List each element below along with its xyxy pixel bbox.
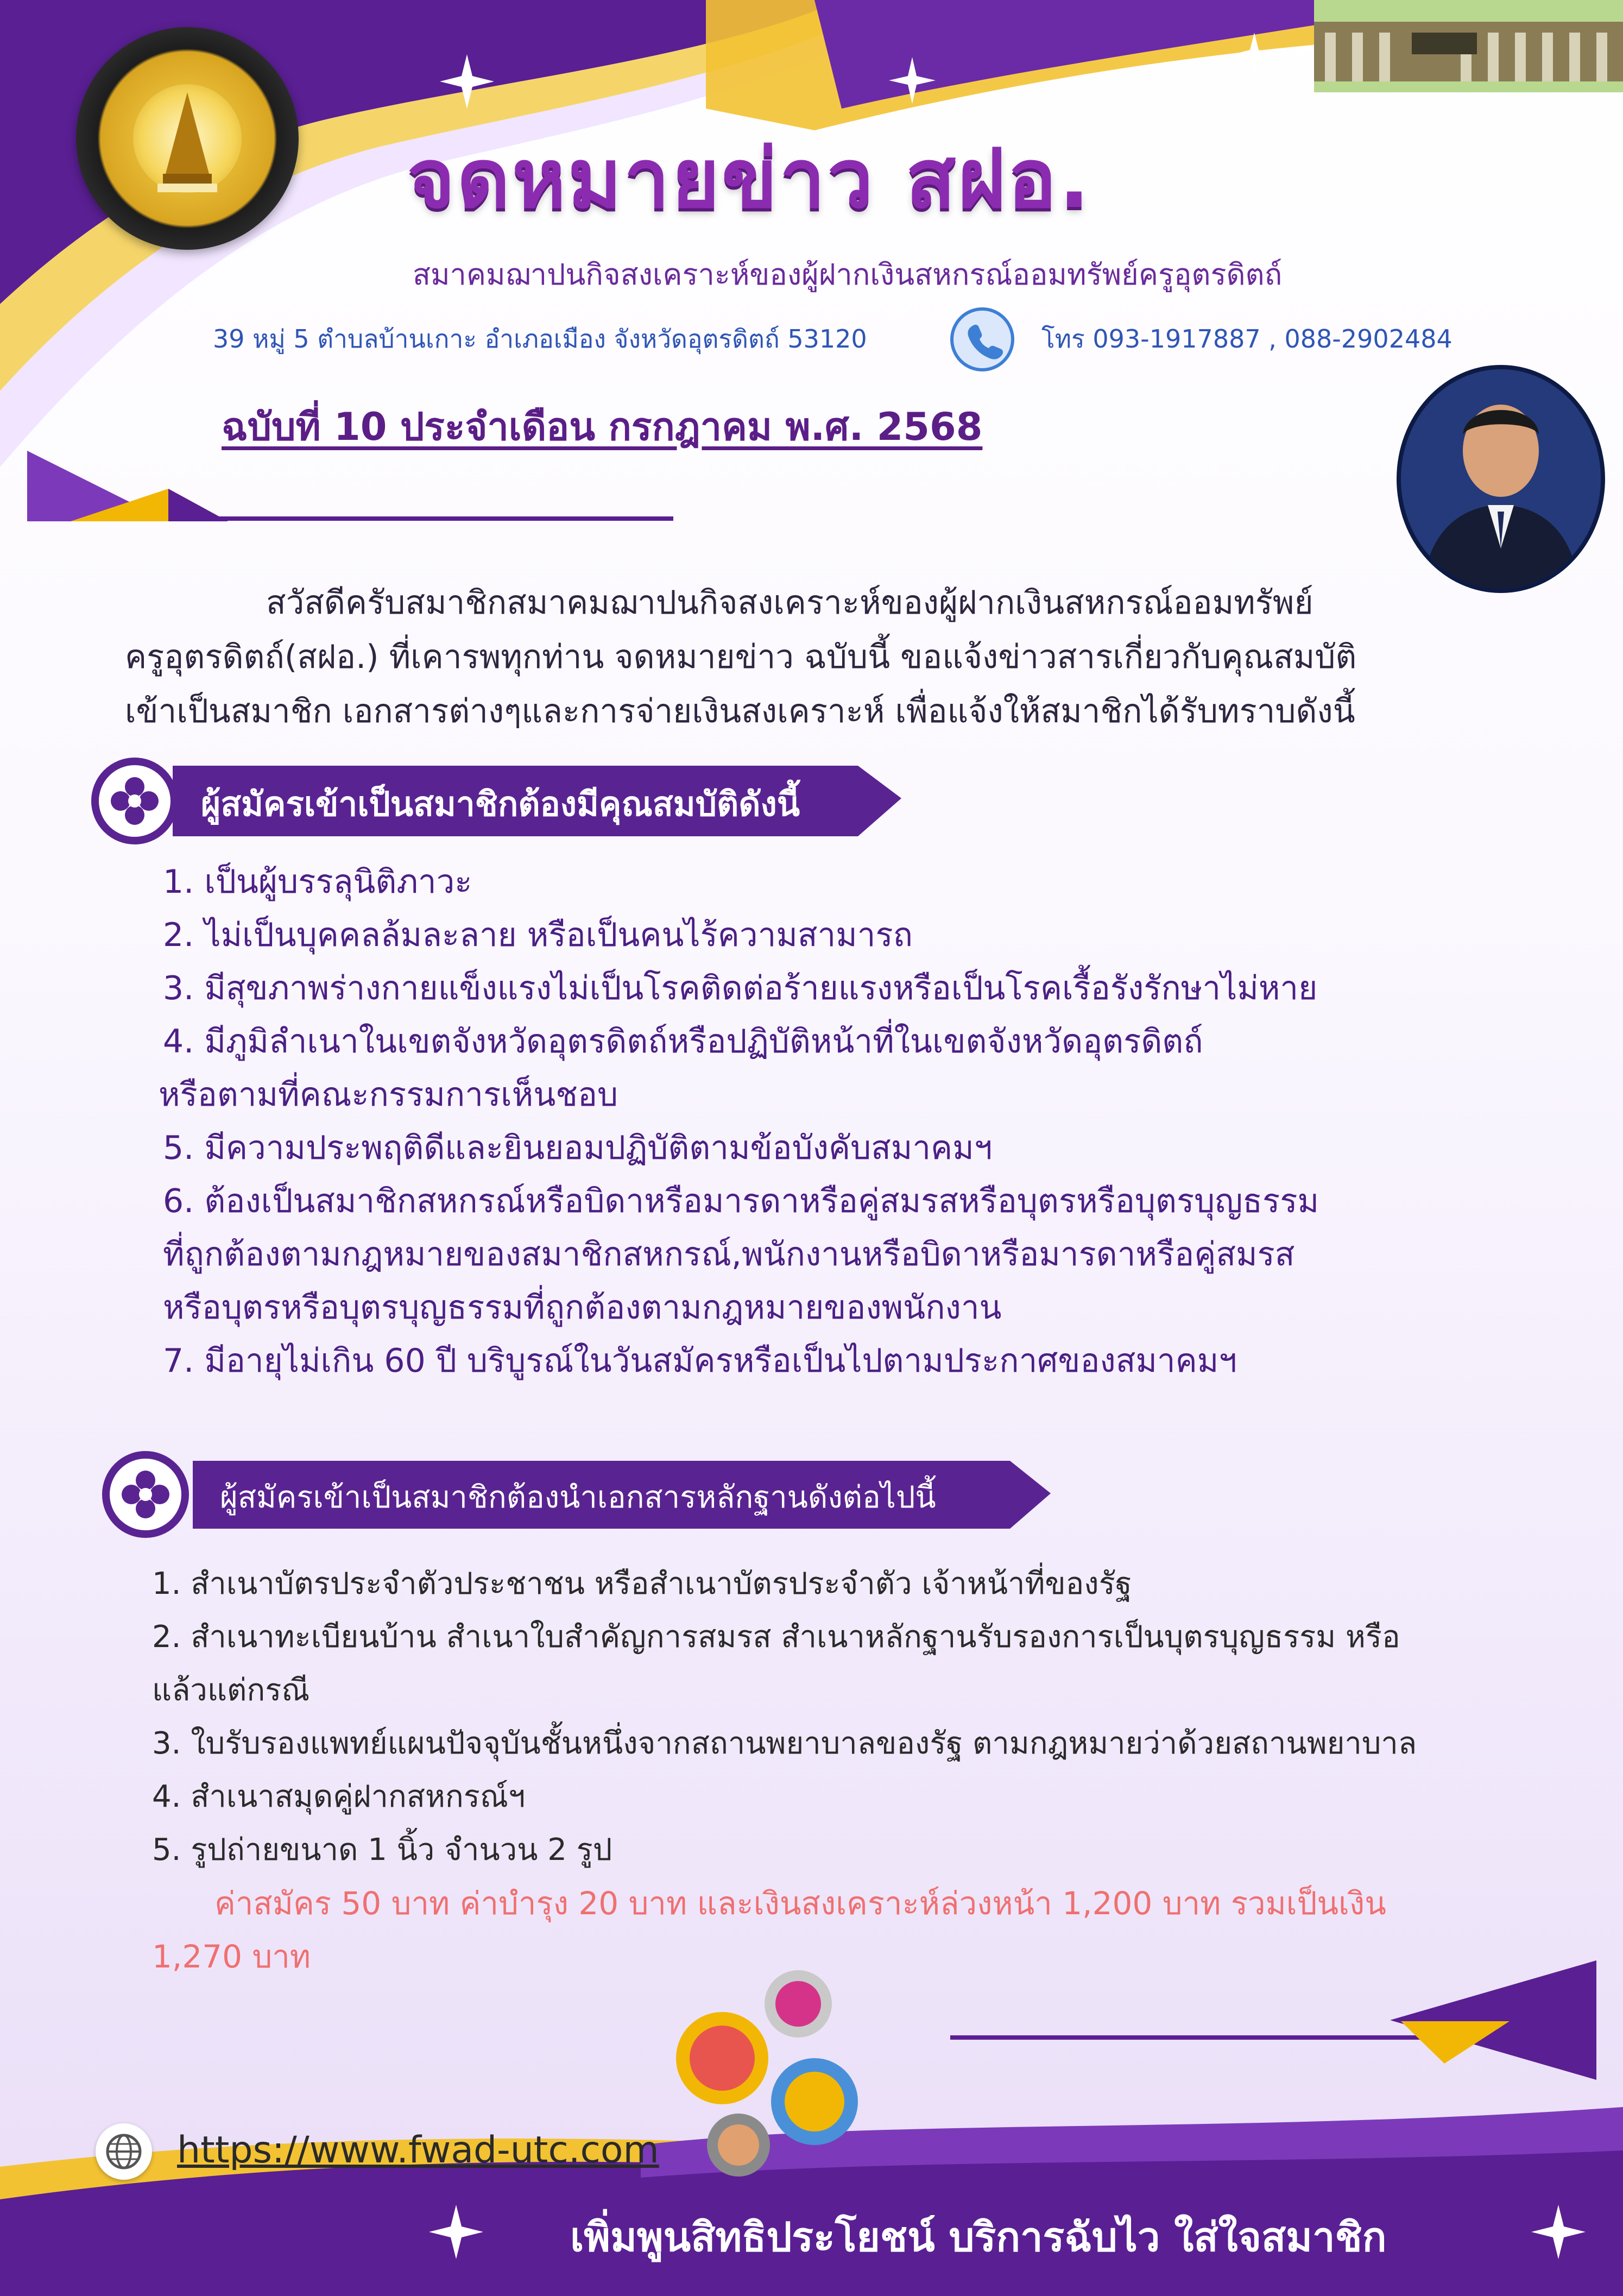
- qualifications-list: [159, 855, 1553, 1387]
- list-item: 7. มีอายุไม่เกิน 60 ปี บริบูรณ์ในวันสมัครหรือเป็นไปตามประกาศของสมาคมฯ: [163, 1342, 1237, 1380]
- list-item: แล้วแต่กรณี: [152, 1673, 310, 1708]
- section2-badge: [102, 1451, 189, 1538]
- intro-line: ครูอุตรดิตถ์(สฝอ.) ที่เคารพทุกท่าน จดหมายข่าว ฉบับนี้ ขอแจ้งข่าวสารเกี่ยวกับคุณสมบัติ: [125, 638, 1357, 676]
- list-item: 1. เป็นผู้บรรลุนิติภาวะ: [163, 863, 472, 901]
- section1-badge: [91, 758, 178, 844]
- fee-text: ค่าสมัคร 50 บาท ค่าบำรุง 20 บาท และเงินสงเคราะห์ล่วงหน้า 1,200 บาท รวมเป็นเงิน: [214, 1885, 1386, 1922]
- footer-slogan: เพิ่มพูนสิทธิประโยชน์ บริการฉับไว ใส่ใจสมาชิก: [570, 2214, 1387, 2261]
- section1-heading: ผู้สมัครเข้าเป็นสมาชิกต้องมีคุณสมบัติดังนี้: [201, 784, 800, 824]
- list-item: 6. ต้องเป็นสมาชิกสหกรณ์หรือบิดาหรือมารดาหรือคู่สมรสหรือบุตรหรือบุตรบุญธรรม: [163, 1182, 1319, 1220]
- issue-number: ฉบับที่ 10 ประจำเดือน กรกฎาคม พ.ศ. 2568: [222, 405, 983, 449]
- association-name: สมาคมฌาปนกิจสงเคราะห์ของผู้ฝากเงินสหกรณ์ออมทรัพย์ครูอุตรดิตถ์: [413, 257, 1283, 292]
- globe-icon: [96, 2123, 152, 2180]
- documents-list: [152, 1557, 1564, 1983]
- phone-numbers: โทร 093-1917887 , 088-2902484: [1041, 324, 1453, 354]
- list-item: 2. ไม่เป็นบุคคลล้มละลาย หรือเป็นคนไร้ความสามารถ: [163, 916, 913, 954]
- website-link[interactable]: https://www.fwad-utc.com: [177, 2129, 659, 2172]
- list-item: หรือตามที่คณะกรรมการเห็นชอบ: [159, 1076, 618, 1114]
- list-item: หรือบุตรหรือบุตรบุญธรรมที่ถูกต้องตามกฎหมายของพนักงาน: [163, 1289, 1002, 1327]
- intro-line: สวัสดีครับสมาชิกสมาคมฌาปนกิจสงเคราะห์ของผู้ฝากเงินสหกรณ์ออมทรัพย์: [266, 584, 1313, 622]
- section2-heading: ผู้สมัครเข้าเป็นสมาชิกต้องนำเอกสารหลักฐานดังต่อไปนี้: [220, 1480, 936, 1515]
- list-item: 4. มีภูมิลำเนาในเขตจังหวัดอุตรดิตถ์หรือปฏิบัติหน้าที่ในเขตจังหวัดอุตรดิตถ์: [163, 1023, 1203, 1061]
- newsletter-title: จดหมายข่าว สฝอ.: [407, 132, 1092, 226]
- flower-icon: [99, 765, 170, 837]
- temple-emblem-icon: [76, 27, 299, 250]
- address-text: 39 หมู่ 5 ตำบลบ้านเกาะ อำเภอเมือง จังหวัดอุตรดิตถ์ 53120: [213, 324, 867, 354]
- list-item: 4. สำเนาสมุดคู่ฝากสหกรณ์ฯ: [152, 1779, 526, 1814]
- association-logo: [76, 27, 299, 250]
- intro-line: เข้าเป็นสมาชิก เอกสารต่างๆและการจ่ายเงินสงเคราะห์ เพื่อแจ้งให้สมาชิกได้รับทราบดังนี้: [125, 692, 1355, 730]
- list-item: 1. สำเนาบัตรประจำตัวประชาชน หรือสำเนาบัตรประจำตัว เจ้าหน้าที่ของรัฐ: [152, 1566, 1132, 1601]
- phone-icon: [950, 307, 1014, 371]
- flower-icon: [110, 1459, 181, 1530]
- list-item: ที่ถูกต้องตามกฎหมายของสมาชิกสหกรณ์,พนักงานหรือบิดาหรือมารดาหรือคู่สมรส: [163, 1235, 1295, 1273]
- list-item: 5. รูปถ่ายขนาด 1 นิ้ว จำนวน 2 รูป: [152, 1832, 612, 1868]
- intro-paragraph: [125, 576, 1537, 739]
- list-item: 3. ใบรับรองแพทย์แผนปัจจุบันชั้นหนึ่งจากสถานพยาบาลของรัฐ ตามกฎหมายว่าด้วยสถานพยาบาล: [152, 1726, 1417, 1761]
- list-item: 2. สำเนาทะเบียนบ้าน สำเนาใบสำคัญการสมรส สำเนาหลักฐานรับรองการเป็นบุตรบุญธรรม หรือ: [152, 1619, 1400, 1655]
- president-photo: [1397, 365, 1605, 593]
- fee-total: 1,270 บาท: [152, 1938, 311, 1975]
- list-item: 5. มีความประพฤติดีและยินยอมปฏิบัติตามข้อบังคับสมาคมฯ: [163, 1129, 993, 1167]
- list-item: 3. มีสุขภาพร่างกายแข็งแรงไม่เป็นโรคติดต่อร้ายแรงหรือเป็นโรคเรื้อรังรักษาไม่หาย: [163, 969, 1318, 1007]
